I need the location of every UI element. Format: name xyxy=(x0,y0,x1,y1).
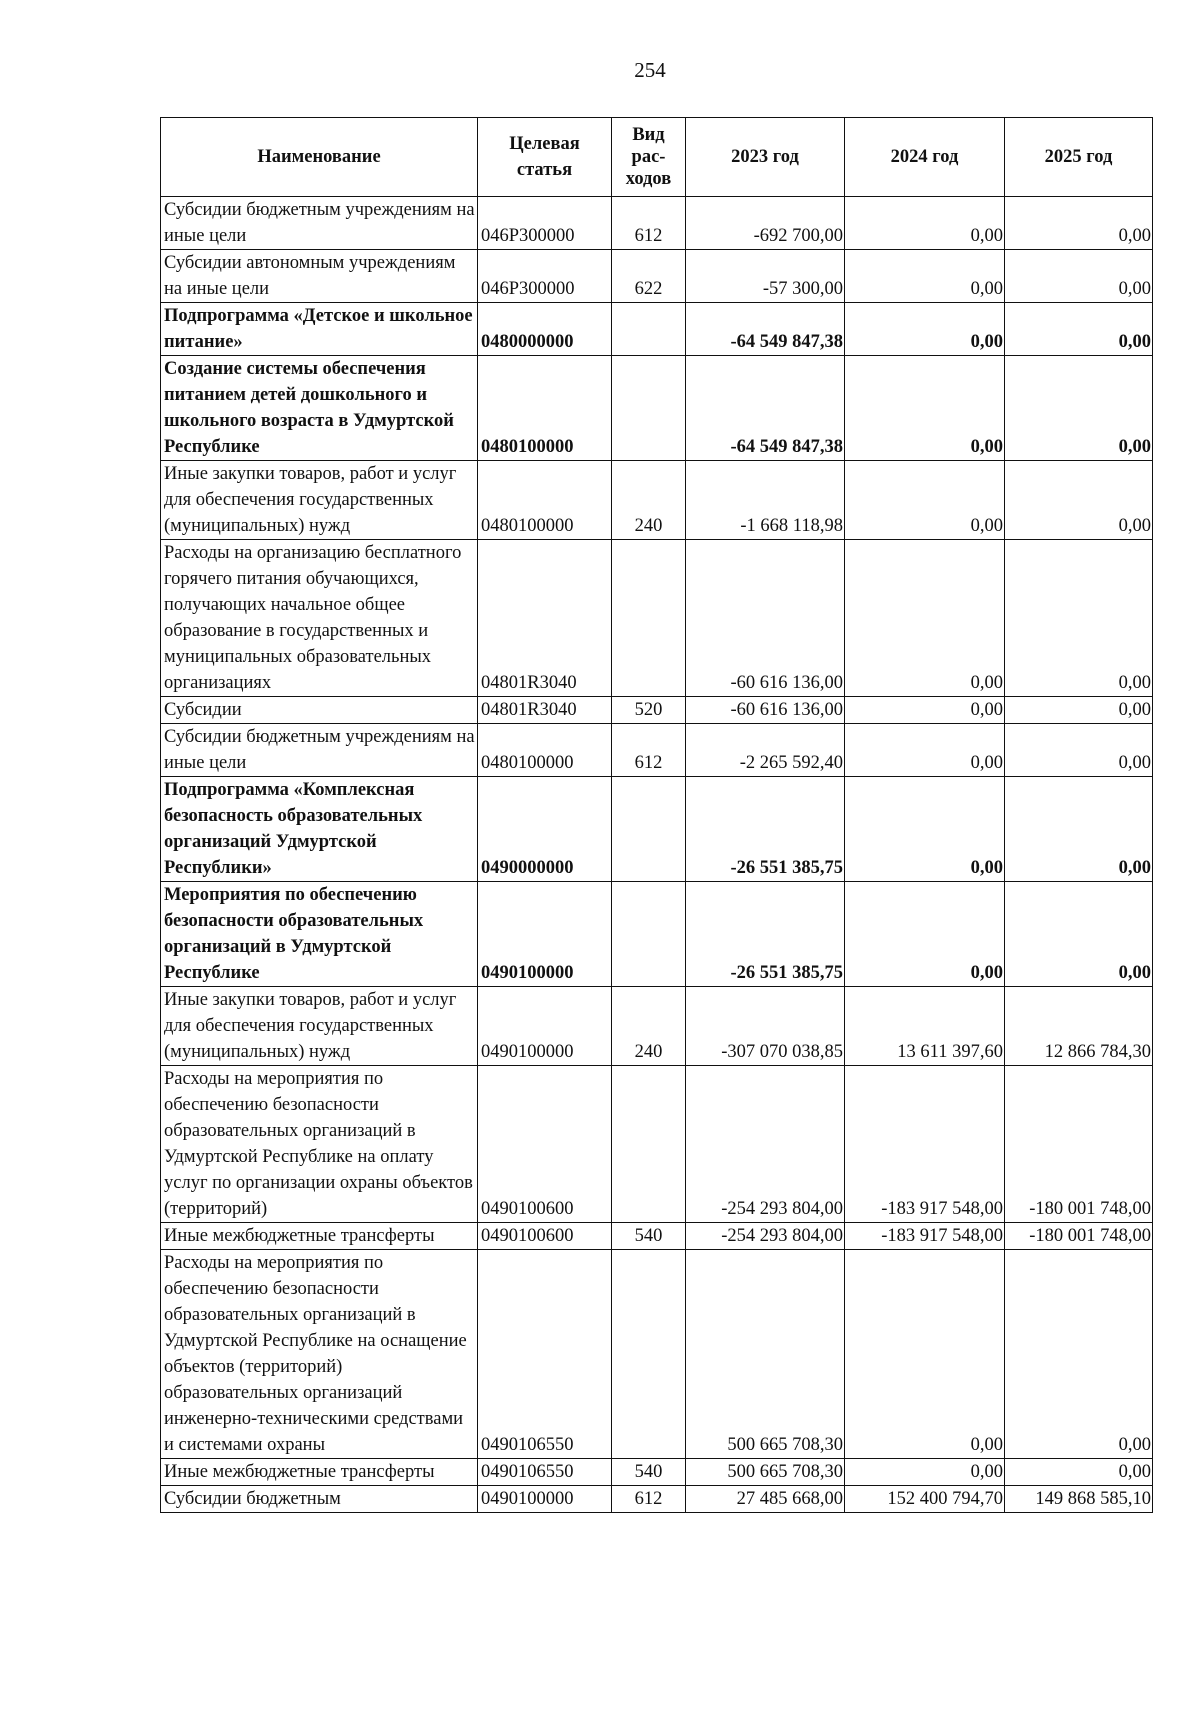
table-row xyxy=(161,724,1153,777)
row-2024: 0,00 xyxy=(845,461,1005,540)
table-row xyxy=(161,697,1153,724)
row-2025: 12 866 784,30 xyxy=(1005,987,1153,1066)
table-row xyxy=(161,250,1153,303)
row-code: 0490100000 xyxy=(478,1486,612,1513)
row-name: Создание системы обеспечения питанием детей дошкольного и школьного возраста в Удмуртской Республике xyxy=(161,356,478,461)
row-name: Иные межбюджетные трансферты xyxy=(161,1459,478,1486)
header-2023: 2023 год xyxy=(686,118,845,197)
page-number: 254 xyxy=(634,58,666,82)
row-2023: -2 265 592,40 xyxy=(686,724,845,777)
row-2024: -183 917 548,00 xyxy=(845,1066,1005,1223)
row-2025: 0,00 xyxy=(1005,1250,1153,1459)
row-kind: 612 xyxy=(612,1486,686,1513)
row-2024: -183 917 548,00 xyxy=(845,1223,1005,1250)
row-code: 0490106550 xyxy=(478,1250,612,1459)
row-2023: 27 485 668,00 xyxy=(686,1486,845,1513)
row-2025: 0,00 xyxy=(1005,540,1153,697)
row-2023: -64 549 847,38 xyxy=(686,356,845,461)
row-name: Субсидии бюджетным xyxy=(161,1486,478,1513)
row-name: Субсидии бюджетным учреждениям на иные цели xyxy=(161,724,478,777)
row-2025: 0,00 xyxy=(1005,1459,1153,1486)
row-2024: 0,00 xyxy=(845,777,1005,882)
row-2025: 0,00 xyxy=(1005,303,1153,356)
row-name: Расходы на организацию бесплатного горячего питания обучающихся, получающих начальное общее образование в государственных и муниципальных образовательных организациях xyxy=(161,540,478,697)
table-row-main-activity xyxy=(161,356,1153,461)
header-code: Целевая статья xyxy=(478,118,612,197)
row-2024: 0,00 xyxy=(845,303,1005,356)
table-row xyxy=(161,987,1153,1066)
row-kind xyxy=(612,777,686,882)
header-2025: 2025 год xyxy=(1005,118,1153,197)
row-2025: 0,00 xyxy=(1005,882,1153,987)
row-2023: 500 665 708,30 xyxy=(686,1459,845,1486)
row-kind xyxy=(612,1066,686,1223)
row-name: Подпрограмма «Комплексная безопасность образовательных организаций Удмуртской Республики» xyxy=(161,777,478,882)
row-code: 0490100600 xyxy=(478,1223,612,1250)
row-kind xyxy=(612,303,686,356)
row-kind: 520 xyxy=(612,697,686,724)
table-row xyxy=(161,1459,1153,1486)
row-code: 0490100000 xyxy=(478,882,612,987)
table-row-main-activity xyxy=(161,882,1153,987)
table-row-subprogram xyxy=(161,303,1153,356)
row-kind: 612 xyxy=(612,724,686,777)
row-code: 0480100000 xyxy=(478,461,612,540)
table-row xyxy=(161,540,1153,697)
row-2024: 0,00 xyxy=(845,356,1005,461)
row-2023: -307 070 038,85 xyxy=(686,987,845,1066)
row-code: 0490106550 xyxy=(478,1459,612,1486)
row-kind xyxy=(612,540,686,697)
row-2025: 0,00 xyxy=(1005,777,1153,882)
row-kind: 240 xyxy=(612,987,686,1066)
row-kind xyxy=(612,356,686,461)
row-name: Иные закупки товаров, работ и услуг для обеспечения государственных (муниципальных) нужд xyxy=(161,461,478,540)
row-2024: 0,00 xyxy=(845,197,1005,250)
header-row xyxy=(161,118,1153,197)
table-row xyxy=(161,461,1153,540)
row-2025: 0,00 xyxy=(1005,461,1153,540)
row-kind: 540 xyxy=(612,1223,686,1250)
row-code: 046Р300000 xyxy=(478,197,612,250)
row-kind: 622 xyxy=(612,250,686,303)
row-2024: 0,00 xyxy=(845,1250,1005,1459)
row-2023: 500 665 708,30 xyxy=(686,1250,845,1459)
row-2023: -60 616 136,00 xyxy=(686,540,845,697)
row-2025: 0,00 xyxy=(1005,356,1153,461)
row-2023: -254 293 804,00 xyxy=(686,1066,845,1223)
row-kind xyxy=(612,1250,686,1459)
row-2025: 0,00 xyxy=(1005,197,1153,250)
header-name: Наименование xyxy=(161,118,478,197)
row-2023: -1 668 118,98 xyxy=(686,461,845,540)
row-2025: 0,00 xyxy=(1005,724,1153,777)
row-kind: 240 xyxy=(612,461,686,540)
header-2024: 2024 год xyxy=(845,118,1005,197)
row-name: Иные межбюджетные трансферты xyxy=(161,1223,478,1250)
row-2024: 0,00 xyxy=(845,882,1005,987)
table-row xyxy=(161,1066,1153,1223)
table-row xyxy=(161,1223,1153,1250)
row-2025: 0,00 xyxy=(1005,697,1153,724)
row-name: Субсидии xyxy=(161,697,478,724)
row-code: 0490100600 xyxy=(478,1066,612,1223)
row-code: 04801R3040 xyxy=(478,697,612,724)
row-2024: 0,00 xyxy=(845,697,1005,724)
row-code: 0480100000 xyxy=(478,356,612,461)
row-code: 0490100000 xyxy=(478,987,612,1066)
budget-table xyxy=(160,117,1153,1513)
row-code: 0480100000 xyxy=(478,724,612,777)
row-2023: -64 549 847,38 xyxy=(686,303,845,356)
row-name: Подпрограмма «Детское и школьное питание» xyxy=(161,303,478,356)
row-kind xyxy=(612,882,686,987)
row-2024: 13 611 397,60 xyxy=(845,987,1005,1066)
table-row-subprogram xyxy=(161,777,1153,882)
table-row xyxy=(161,1486,1153,1513)
row-2025: -180 001 748,00 xyxy=(1005,1066,1153,1223)
row-2024: 152 400 794,70 xyxy=(845,1486,1005,1513)
row-name: Иные закупки товаров, работ и услуг для обеспечения государственных (муниципальных) нужд xyxy=(161,987,478,1066)
header-kind: Вид рас-ходов xyxy=(612,118,686,197)
row-2023: -26 551 385,75 xyxy=(686,882,845,987)
row-2023: -60 616 136,00 xyxy=(686,697,845,724)
row-2023: -692 700,00 xyxy=(686,197,845,250)
table-row xyxy=(161,197,1153,250)
row-name: Расходы на мероприятия по обеспечению безопасности образовательных организаций в Удмуртской Республике на оснащение объектов (территорий) образовательных организаций инженерно-техническими средствами и системами охраны xyxy=(161,1250,478,1459)
row-name: Субсидии бюджетным учреждениям на иные цели xyxy=(161,197,478,250)
row-2023: -254 293 804,00 xyxy=(686,1223,845,1250)
row-name: Субсидии автономным учреждениям на иные цели xyxy=(161,250,478,303)
row-2024: 0,00 xyxy=(845,724,1005,777)
row-code: 0490000000 xyxy=(478,777,612,882)
row-2025: 0,00 xyxy=(1005,250,1153,303)
row-name: Расходы на мероприятия по обеспечению безопасности образовательных организаций в Удмуртской Республике на оплату услуг по организации охраны объектов (территорий) xyxy=(161,1066,478,1223)
row-2024: 0,00 xyxy=(845,250,1005,303)
row-code: 04801R3040 xyxy=(478,540,612,697)
row-2025: -180 001 748,00 xyxy=(1005,1223,1153,1250)
row-code: 046Р300000 xyxy=(478,250,612,303)
row-2023: -26 551 385,75 xyxy=(686,777,845,882)
row-2023: -57 300,00 xyxy=(686,250,845,303)
row-kind: 612 xyxy=(612,197,686,250)
row-2025: 149 868 585,10 xyxy=(1005,1486,1153,1513)
row-code: 0480000000 xyxy=(478,303,612,356)
table-row xyxy=(161,1250,1153,1459)
row-name: Мероприятия по обеспечению безопасности образовательных организаций в Удмуртской Республике xyxy=(161,882,478,987)
row-2024: 0,00 xyxy=(845,1459,1005,1486)
row-kind: 540 xyxy=(612,1459,686,1486)
row-2024: 0,00 xyxy=(845,540,1005,697)
